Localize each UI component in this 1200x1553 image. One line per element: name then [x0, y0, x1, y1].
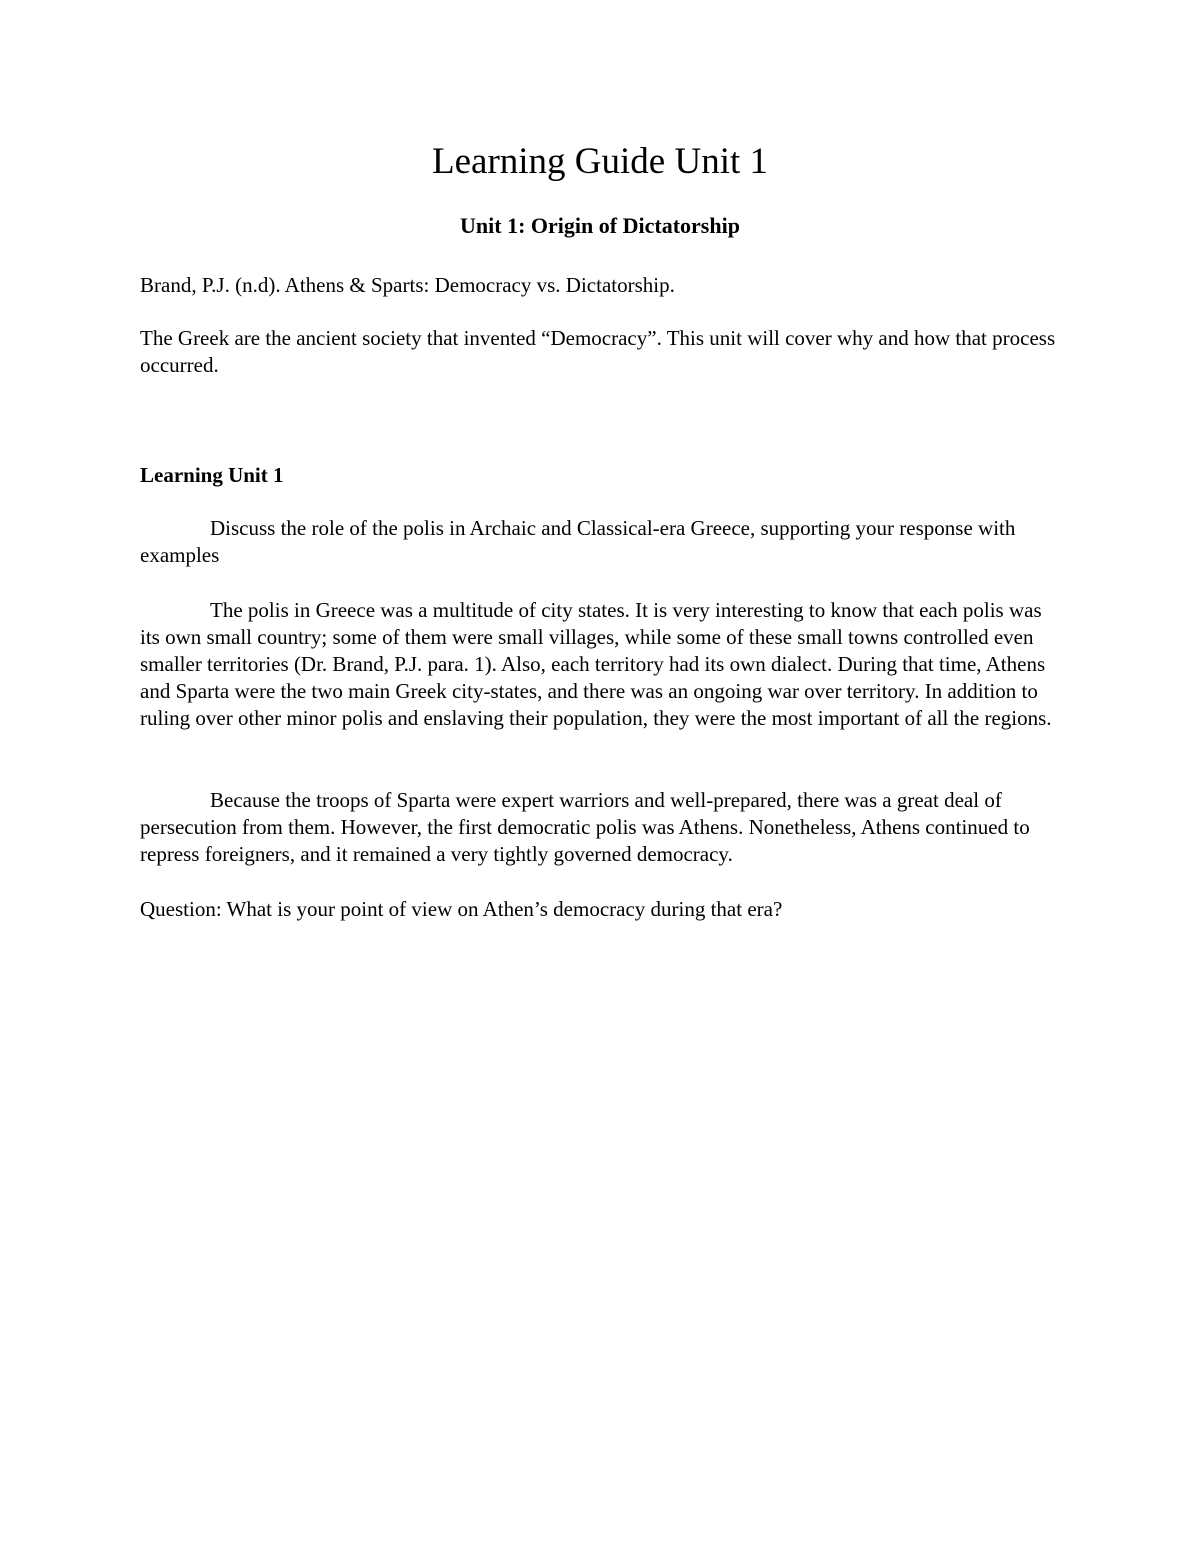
document-title: Learning Guide Unit 1 — [432, 141, 768, 182]
body-paragraph-1: The polis in Greece was a multitude of city states. It is very interesting to know that each polis was its own small country; some of them were small villages, while some of these small towns controlled even smaller territories (Dr. Brand, P.J. para. 1). Also, each territory had its own dialect. During that time, Athens and Sparta were the two main Greek city-states, and there was an ongoing war over territory. In addition to ruling over other minor polis and enslaving their population, they were the most important of all the regions. — [140, 598, 1052, 730]
citation-paragraph: Brand, P.J. (n.d). Athens & Sparts: Democracy vs. Dictatorship. — [140, 273, 675, 297]
body-paragraph-2: Because the troops of Sparta were expert warriors and well-prepared, there was a great deal of persecution from them. However, the first democratic polis was Athens. Nonetheless, Athens continued to repress foreigners, and it remained a very tightly governed democracy. — [140, 788, 1030, 866]
document-subtitle: Unit 1: Origin of Dictatorship — [460, 213, 740, 238]
section-heading: Learning Unit 1 — [140, 463, 284, 487]
intro-paragraph: The Greek are the ancient society that invented “Democracy”. This unit will cover why and how that process occurred. — [140, 326, 1056, 377]
discussion-prompt: Discuss the role of the polis in Archaic and Classical-era Greece, supporting your response with examples — [140, 516, 1016, 567]
question-paragraph: Question: What is your point of view on Athen’s democracy during that era? — [140, 897, 783, 921]
